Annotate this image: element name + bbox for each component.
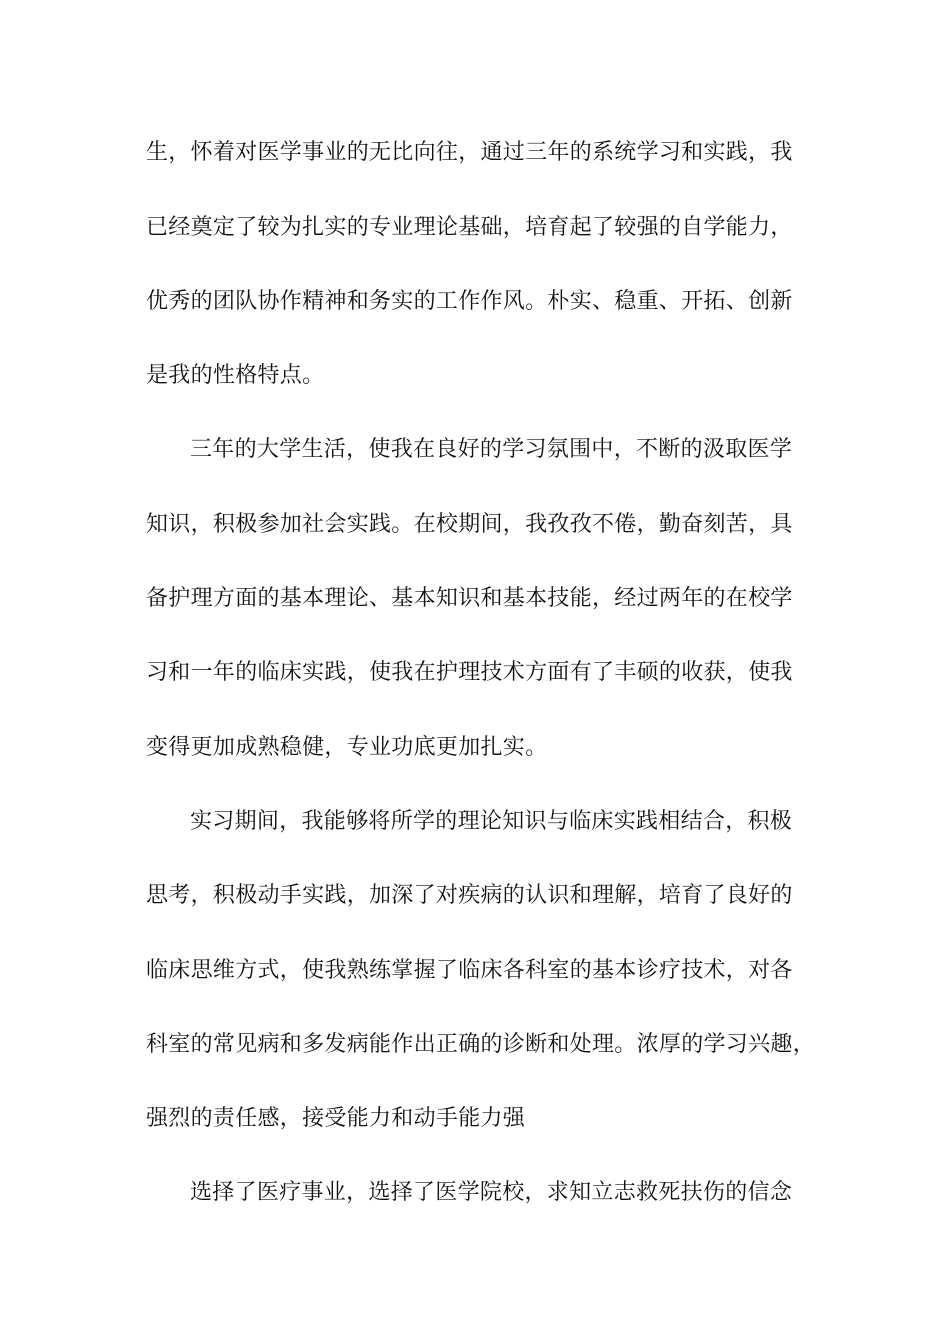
text-line-2: 已经奠定了较为扎实的专业理论基础，培育起了较强的自学能力， — [146, 215, 793, 240]
text-line-1: 生，怀着对医学事业的无比向往，通过三年的系统学习和实践，我 — [146, 140, 793, 165]
text-line-8: 习和一年的临床实践，使我在护理技术方面有了丰硕的收获，使我 — [146, 660, 793, 685]
text-line-6: 知识，积极参加社会实践。在校期间，我孜孜不倦，勤奋刻苦，具 — [146, 512, 793, 537]
text-line-11: 思考，积极动手实践，加深了对疾病的认识和理解，培育了良好的 — [146, 883, 793, 908]
text-line-10: 实习期间，我能够将所学的理论知识与临床实践相结合，积极 — [190, 809, 793, 834]
text-line-15: 选择了医疗事业，选择了医学院校，求知立志救死扶伤的信念 — [190, 1180, 793, 1205]
text-line-7: 备护理方面的基本理论、基本知识和基本技能，经过两年的在校学 — [146, 586, 793, 611]
text-line-14: 强烈的责任感，接受能力和动手能力强 — [146, 1106, 526, 1131]
text-line-12: 临床思维方式，使我熟练掌握了临床各科室的基本诊疗技术，对各 — [146, 958, 793, 983]
text-line-4: 是我的性格特点。 — [146, 363, 325, 388]
text-line-13: 科室的常见病和多发病能作出正确的诊断和处理。浓厚的学习兴趣， — [146, 1032, 816, 1057]
text-line-5: 三年的大学生活，使我在良好的学习氛围中，不断的汲取医学 — [190, 437, 793, 462]
text-line-3: 优秀的团队协作精神和务实的工作作风。朴实、稳重、开拓、创新 — [146, 289, 793, 314]
text-line-9: 变得更加成熟稳健，专业功底更加扎实。 — [146, 735, 548, 760]
